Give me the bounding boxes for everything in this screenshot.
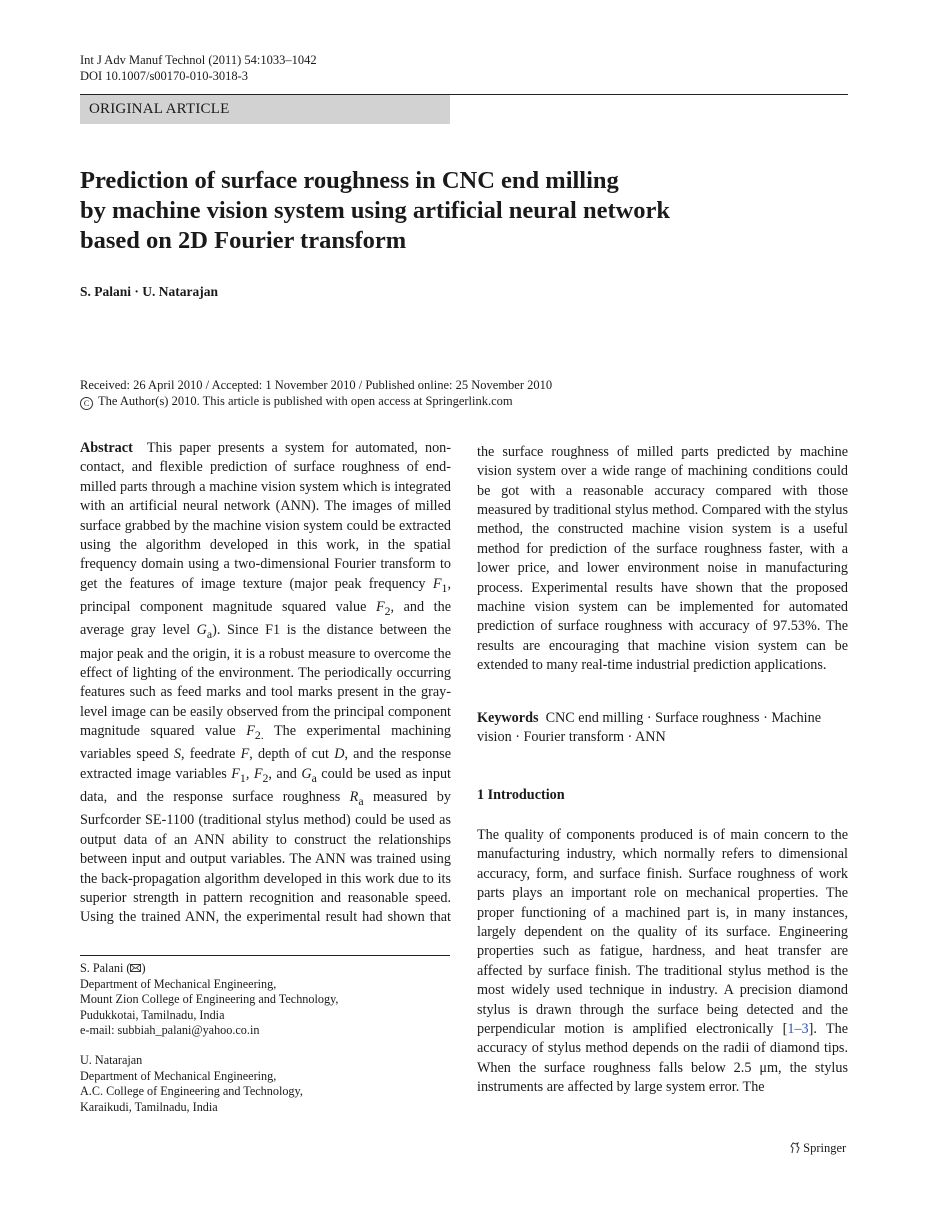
author-1-college: Mount Zion College of Engineering and Technology,	[80, 992, 339, 1007]
article-title	[80, 166, 820, 256]
sub: a	[358, 793, 364, 808]
author-1-text: )	[141, 961, 146, 975]
var-F2: F	[375, 599, 385, 616]
abstract-text: the surface roughness of milled parts predicted by machine vision system over a wide range of machining conditions could be got with a reasonable accuracy compared with those measured by traditional stylus method. Compared with the stylus method, the constructed machine vision system is a useful method for prediction of the surface roughness faster, with a lower price, and lower environment noise in manufacturing process. Experimental results have shown that the proposed machine vision system can be implemented for automated prediction of surface roughness with accuracy of 97.53%. The results are encouraging that machine vision system can be extended to many real-time industrial prediction applications.	[477, 443, 848, 674]
copyright-line	[80, 393, 552, 410]
sub: 2	[262, 770, 269, 785]
sub: 2.	[254, 728, 264, 742]
abstract-text: , and the response extracted image variables	[80, 746, 451, 782]
journal-citation: Int J Adv Manuf Technol (2011) 54:1033–1042	[80, 53, 317, 67]
author-2-name: U. Natarajan	[80, 1053, 143, 1067]
abstract-text: measured by Surfcorder SE-1100 (traditional stylus method) could be used as output data of an ANN ability to construct the relationships between input and output variables. The ANN was trained using the back-propagation algorithm developed in this work due to its superior strength in pattern recognition and reasonable speed. Using the trained ANN, the experimental result had shown that	[80, 789, 451, 925]
var-D: D	[334, 746, 345, 763]
var-Ra: R	[349, 789, 359, 806]
sub: a	[311, 770, 317, 785]
abstract-text: , and the average gray level	[80, 599, 451, 639]
keywords	[477, 709, 848, 748]
abstract-column-left	[80, 439, 451, 925]
var-Ga: G	[196, 622, 207, 639]
section-heading: 1 Introduction	[477, 787, 565, 803]
article-type-banner: ORIGINAL ARTICLE	[80, 95, 450, 124]
author-1-place: Pudukkotai, Tamilnadu, India	[80, 1007, 225, 1022]
abstract-column-right	[477, 439, 848, 691]
var-F1: F	[432, 575, 442, 592]
springer-horse-icon	[790, 1142, 800, 1154]
sub: 1	[441, 580, 448, 595]
publisher-logo	[790, 1141, 846, 1156]
author-1-name	[80, 961, 450, 977]
author-2-place: Karaikudi, Tamilnadu, India	[80, 1099, 218, 1114]
author-1-text: S. Palani (	[80, 961, 131, 975]
var-F: F	[240, 746, 250, 763]
var-F2: F	[253, 765, 263, 782]
var-F1: F	[231, 765, 240, 782]
abstract-text: , and	[268, 765, 302, 782]
abstract-text: , depth of cut	[249, 746, 335, 763]
abstract-paragraph: Abstract This paper presents a system for automated, non-contact, and flexible prediction of surface roughness of end-milled parts through a machine vision system which is integrated with an artificial neural network (ANN). The images of milled surface grabbed by the machine vision system could be extracted using the algorithm developed in this work, in the spatial frequency domain using a two-dimensional Fourier transform to get the features of image texture (major peak frequency $F_1$, principal component magnitude squared value $F_2$, and the average gray level $G_a$). Since F1 is the distance between the major peak and the origin, it is a robust measure to overcome the effect of lighting of the environment. The periodically occurring features such as feed marks and tool marks present in the gray-level image can be easily observed from the principal component magnitude squared value $F_{2.}$ The experimental machining variables speed S, feedrate F, depth of cut D, and the response extracted image variables $F_1$, $F_2$, and $G_a$ could be used as input data, and the response surface roughness $R_a$ measured by Surfcorder SE-1100 (traditional stylus method) could be used as output data of an ANN ability to construct the relationships between input and output variables. The ANN was trained using the back-propagation algorithm developed in this work due to its superior strength in pattern recognition and reasonable speed. Using the trained ANN, the experimental result had shown that	[80, 439, 451, 925]
intro-text: The quality of components produced is of main concern to the manufacturing industry, which normally refers to dimensional accuracy, form, and surface finish. Surface roughness of work parts plays an important role on mechanical properties. The proper functioning of a machined part is, in many instances, largely dependent on the quality of its surface. Engineering properties such as fatigue, hardness, and heat transfer are affected by surface finish. The traditional stylus method is the most widely used technique in industry. A precision diamond stylus is drawn through the surface being detected and the perpendicular motion is amplified electronically [	[477, 827, 848, 1038]
sub: 2	[384, 603, 391, 618]
var-F2: F	[246, 723, 255, 740]
abstract-text: This paper presents a system for automated, non-contact, and flexible prediction of surface roughness of end-milled parts through a machine vision system which is integrated with an artificial neural network (ANN). The images of milled surface grabbed by the machine vision system could be extracted using the algorithm developed in this work, in the spatial frequency domain using a two-dimensional Fourier transform to get the features of image texture (major peak frequency	[80, 440, 451, 592]
publication-info	[80, 377, 552, 410]
title-line-1: Prediction of surface roughness in CNC end milling	[80, 167, 619, 194]
abstract-text: , feedrate	[180, 746, 241, 763]
footnote-rule	[80, 955, 450, 956]
abstract-continuation	[477, 439, 848, 676]
copyright-text: The Author(s) 2010. This article is published with open access at Springerlink.com	[98, 394, 513, 408]
publisher-name: Springer	[803, 1141, 847, 1155]
author-1-dept: Department of Mechanical Engineering,	[80, 976, 277, 991]
author-2-college: A.C. College of Engineering and Technology,	[80, 1084, 303, 1099]
keywords-text: CNC end milling · Surface roughness · Machine vision · Fourier transform · ANN	[477, 710, 821, 746]
author-affiliation-1	[80, 961, 450, 1039]
sub: 1	[239, 770, 246, 785]
citation-link[interactable]: 1–3	[787, 1021, 809, 1038]
doi: DOI 10.1007/s00170-010-3018-3	[80, 69, 249, 83]
title-line-2: by machine vision system using artificial neural network	[80, 197, 671, 224]
abstract-text: The experimental machining variables speed	[80, 723, 451, 763]
dates-line: Received: 26 April 2010 / Accepted: 1 November 2010 / Published online: 25 November 2010	[80, 378, 553, 392]
abstract-text: ). Since F1 is the distance between the major peak and the origin, it is a robust measure to overcome the effect of lighting of the environment. The periodically occurring features such as feed marks and tool marks present in the gray-level image can be easily observed from the principal component magnitude squared value	[80, 622, 451, 740]
keywords-label: Keywords	[477, 710, 539, 726]
introduction-paragraph	[477, 826, 848, 1098]
var-Ga: G	[301, 765, 312, 782]
author-affiliation-2	[80, 1053, 450, 1115]
title-line-3: based on 2D Fourier transform	[80, 227, 407, 254]
author-2-dept: Department of Mechanical Engineering,	[80, 1068, 277, 1083]
authors: S. Palani · U. Natarajan	[80, 284, 219, 299]
abstract-paragraph	[477, 439, 848, 676]
sub: a	[206, 627, 213, 642]
envelope-icon[interactable]	[130, 964, 141, 972]
author-1-email[interactable]: e-mail: subbiah_palani@yahoo.co.in	[80, 1023, 260, 1038]
abstract-text: , principal component magnitude squared value	[80, 575, 451, 616]
abstract-label: Abstract	[80, 440, 133, 456]
var-S: S	[173, 746, 181, 763]
copyright-icon: C	[80, 397, 93, 410]
intro-text: ]. The accuracy of stylus method depends on the radii of diamond tips. When the surface roughness falls below 2.5 μm, the stylus instruments are affected by large system error. The	[477, 1021, 848, 1096]
abstract-text: could be used as input data, and the response surface roughness	[80, 765, 451, 806]
